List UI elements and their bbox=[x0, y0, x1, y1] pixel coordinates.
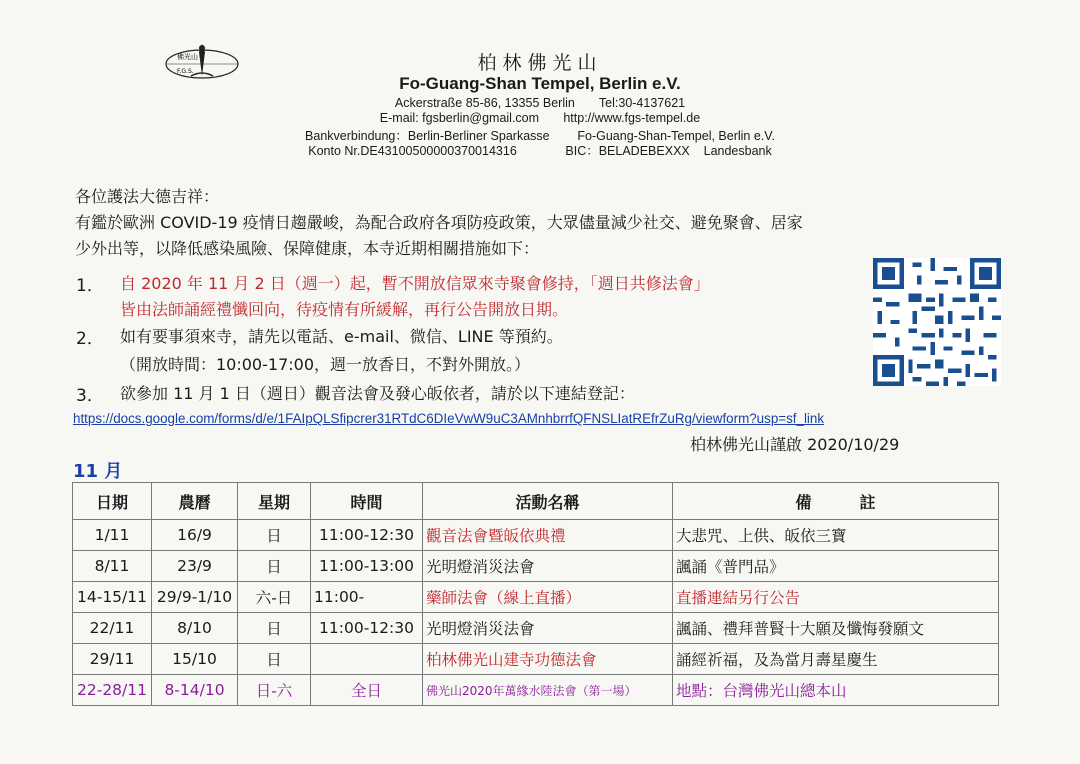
row-event: 柏林佛光山建寺功德法會 bbox=[423, 644, 673, 675]
row-date: 22/11 bbox=[73, 613, 152, 644]
row-lunar: 29/9-1/10 bbox=[152, 582, 238, 613]
header-event: 活動名稱 bbox=[423, 483, 673, 520]
table-header-row bbox=[73, 483, 999, 520]
title-chinese: 柏林佛光山 bbox=[477, 52, 603, 74]
item-3-line-1: 欲參加 11 月 1 日（週日）觀音法會及發心皈依者，請於以下連結登記： bbox=[120, 384, 635, 403]
item-2-number: 2． bbox=[76, 329, 104, 349]
row-date: 1/11 bbox=[73, 520, 152, 551]
table-row bbox=[73, 520, 999, 551]
logo-text-bottom: F.G.S. bbox=[177, 68, 194, 75]
table-row bbox=[73, 675, 999, 706]
konto-line: Konto Nr.DE43100500000370014316 BIC：BELADEBEXXX Landesbank bbox=[308, 144, 772, 158]
row-event: 觀音法會暨皈依典禮 bbox=[423, 520, 673, 551]
row-event: 佛光山2020年萬緣水陸法會（第一場） bbox=[423, 675, 673, 706]
row-event: 光明燈消災法會 bbox=[423, 551, 673, 582]
table-row bbox=[73, 613, 999, 644]
row-date: 22-28/11 bbox=[73, 675, 152, 706]
row-weekday: 六-日 bbox=[238, 582, 311, 613]
row-time: 11:00-13:00 bbox=[311, 551, 423, 582]
header-time: 時間 bbox=[311, 483, 423, 520]
row-weekday: 日 bbox=[238, 613, 311, 644]
signature: 柏林佛光山謹啟 2020/10/29 bbox=[690, 435, 900, 454]
bank-line: Bankverbindung：Berlin-Berliner Sparkasse Fo-Guang-Shan-Tempel, Berlin e.V. bbox=[305, 129, 775, 143]
intro-line-2: 少外出等，以降低感染風險、保障健康，本寺近期相關措施如下： bbox=[75, 239, 540, 258]
header-note: 備 註 bbox=[673, 483, 999, 520]
row-note: 誦經祈福，及為當月壽星慶生 bbox=[673, 644, 999, 675]
row-lunar: 8-14/10 bbox=[152, 675, 238, 706]
row-time: 11:00-12:30 bbox=[311, 520, 423, 551]
logo-text-top: 佛光山 bbox=[177, 53, 198, 61]
header-date: 日期 bbox=[73, 483, 152, 520]
table-row bbox=[73, 551, 999, 582]
row-note: 諷誦、禮拜普賢十大願及懺悔發願文 bbox=[673, 613, 999, 644]
month-heading: 11 月 bbox=[73, 461, 123, 482]
row-note: 諷誦《普門品》 bbox=[673, 551, 999, 582]
item-2-line-2: （開放時間：10:00-17:00，週一放香日，不對外開放。） bbox=[120, 355, 530, 374]
row-note: 地點：台灣佛光山總本山 bbox=[673, 675, 999, 706]
item-1-number: 1． bbox=[76, 276, 104, 296]
greeting: 各位護法大德吉祥： bbox=[75, 187, 220, 206]
item-1-line-1: 自 2020 年 11 月 2 日（週一）起，暫不開放信眾來寺聚會修持，「週日共修法會」 bbox=[120, 274, 710, 293]
row-weekday: 日-六 bbox=[238, 675, 311, 706]
table-row bbox=[73, 582, 999, 613]
row-lunar: 23/9 bbox=[152, 551, 238, 582]
item-3-number: 3． bbox=[76, 386, 104, 406]
item-2-line-1: 如有要事須來寺，請先以電話、e-mail、微信、LINE 等預約。 bbox=[120, 327, 563, 346]
row-date: 29/11 bbox=[73, 644, 152, 675]
row-time: 11:00- bbox=[311, 582, 423, 613]
registration-link[interactable]: https://docs.google.com/forms/d/e/1FAIpQLSfipcrer31RTdC6DIeVwW9uC3AMnhbrrfQFNSLIatREfrZuRg/viewform?usp=sf_link bbox=[73, 411, 825, 426]
row-note: 直播連結另行公告 bbox=[673, 582, 999, 613]
contact-line: E-mail: fgsberlin@gmail.com http://www.fgs-tempel.de bbox=[379, 111, 701, 125]
row-lunar: 8/10 bbox=[152, 613, 238, 644]
row-date: 14-15/11 bbox=[73, 582, 152, 613]
title-english: Fo-Guang-Shan Tempel, Berlin e.V. bbox=[399, 74, 681, 93]
row-time: 11:00-12:30 bbox=[311, 613, 423, 644]
item-1-line-2: 皆由法師誦經禮懺回向，待疫情有所緩解，再行公告開放日期。 bbox=[120, 300, 569, 319]
row-date: 8/11 bbox=[73, 551, 152, 582]
row-weekday: 日 bbox=[238, 551, 311, 582]
row-time: 全日 bbox=[311, 675, 423, 706]
row-weekday: 日 bbox=[238, 520, 311, 551]
row-note: 大悲咒、上供、皈依三寶 bbox=[673, 520, 999, 551]
schedule-table bbox=[72, 482, 999, 706]
row-lunar: 16/9 bbox=[152, 520, 238, 551]
row-event: 藥師法會（線上直播） bbox=[423, 582, 673, 613]
table-row bbox=[73, 644, 999, 675]
row-event: 光明燈消災法會 bbox=[423, 613, 673, 644]
intro-line-1: 有鑑於歐洲 COVID-19 疫情日趨嚴峻，為配合政府各項防疫政策，大眾儘量減少社交、避免聚會、居家 bbox=[75, 213, 803, 232]
row-lunar: 15/10 bbox=[152, 644, 238, 675]
qr-code-icon[interactable] bbox=[873, 258, 1001, 386]
row-time bbox=[311, 644, 423, 675]
header-lunar: 農曆 bbox=[152, 483, 238, 520]
letterhead bbox=[0, 0, 1080, 170]
address-line: Ackerstraße 85-86, 13355 Berlin Tel:30-4137621 bbox=[394, 96, 686, 110]
row-weekday: 日 bbox=[238, 644, 311, 675]
header-weekday: 星期 bbox=[238, 483, 311, 520]
